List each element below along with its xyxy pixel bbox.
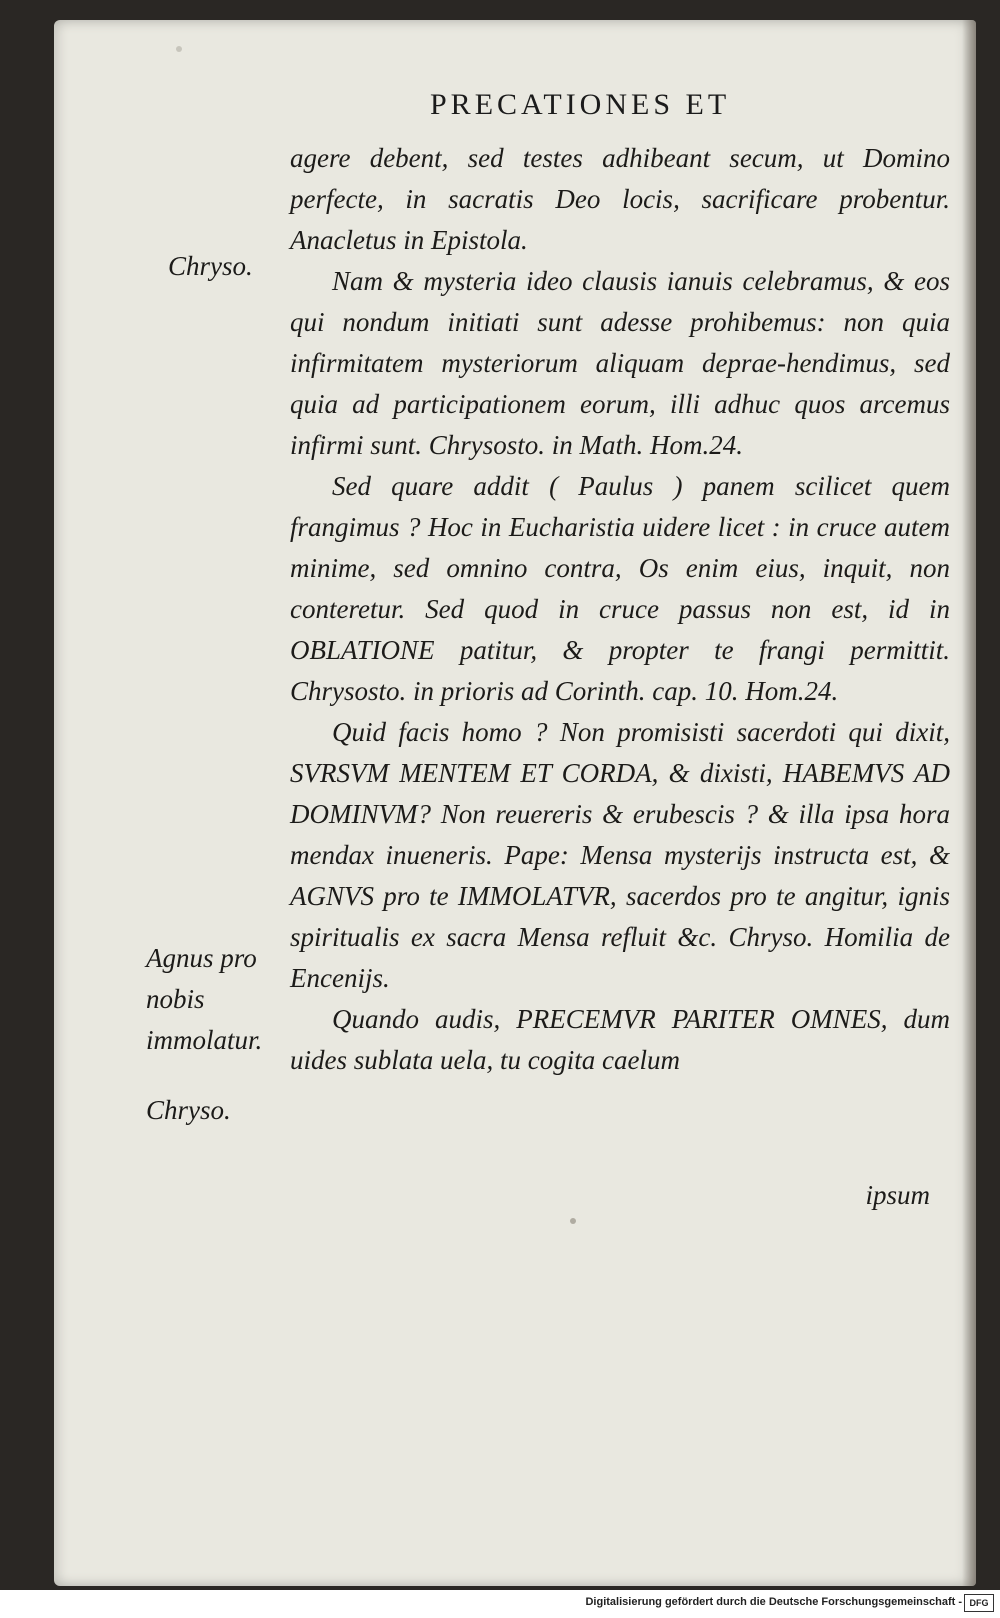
paragraph-3: Sed quare addit ( Paulus ) panem scilicet quem frangimus ? Hoc in Eucharistia uidere licet : in cruce autem minime, sed omnino contra, Os enim eius, inquit, non conteretur. Sed quod in cruce passus non est, id in OBLATIONE patitur, & propter te frangi permittit. Chrysosto. in prioris ad Corinth. cap. 10. Hom.24.: [290, 471, 950, 706]
margin-note-chryso-2: Chryso.: [146, 1095, 231, 1125]
catchword: ipsum: [865, 1180, 930, 1210]
paragraph-5: Quando audis, PRECEMVR PARITER OMNES, dum uides sublata uela, tu cogita caelum: [290, 1004, 950, 1075]
footer-bar: [0, 1590, 1000, 1618]
dfg-logo: DFG: [964, 1594, 994, 1612]
ink-spot: [176, 46, 182, 52]
margin-note-chryso: Chryso.: [168, 251, 253, 281]
paragraph-1: agere debent, sed testes adhibeant secum, ut Domino perfecte, in sacratis Deo locis, sacrificare probentur. Anacletus in Epistola.: [290, 143, 950, 255]
margin-note-agnus: Agnus pro nobis immolatur.: [146, 943, 263, 1055]
main-text: [290, 138, 950, 1081]
ink-spot: [570, 1218, 576, 1224]
page-edge-shadow: [962, 20, 976, 1586]
funding-credit: Digitalisierung gefördert durch die Deutsche Forschungsgemeinschaft -: [585, 1596, 962, 1608]
running-title: PRECATIONES ET: [430, 88, 731, 121]
paragraph-4: Quid facis homo ? Non promisisti sacerdoti qui dixit, SVRSVM MENTEM ET CORDA, & dixisti, HABEMVS AD DOMINVM? Non reuereris & erubescis ? & illa ipsa hora mendax inueneris. Pape: Mensa mysterijs instructa est, & AGNVS pro te IMMOLATVR, sacerdos pro te angitur, ignis spiritualis ex sacra Mensa refluit &c. Chryso. Homilia de Encenijs.: [290, 717, 950, 993]
paragraph-2: Nam & mysteria ideo clausis ianuis celebramus, & eos qui nondum initiati sunt adesse prohibemus: non quia infirmitatem mysteriorum aliquam deprae-hendimus, sed quia ad participationem eorum, illi adhuc quos arcemus infirmi sunt. Chrysosto. in Math. Hom.24.: [290, 266, 950, 460]
